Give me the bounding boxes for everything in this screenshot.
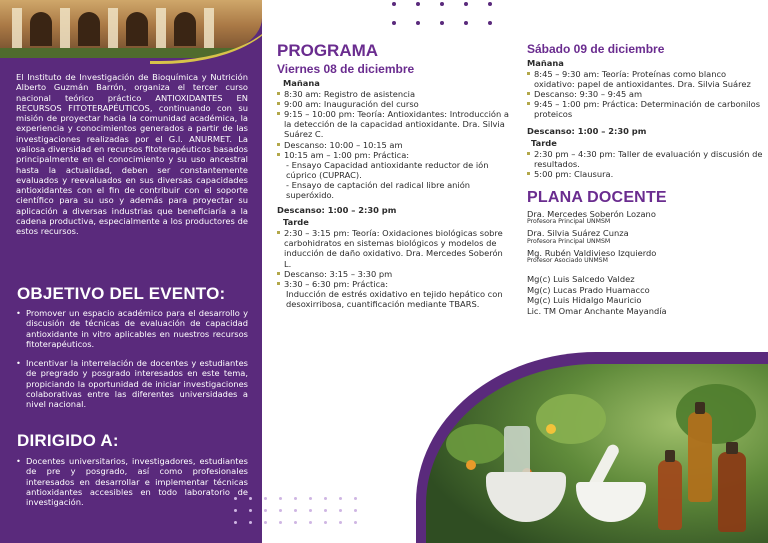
- objective-list: [16, 308, 248, 419]
- faculty-role: Profesora Principal UNMSM: [527, 218, 611, 226]
- audience-heading: DIRIGIDO A:: [17, 431, 119, 450]
- faculty-role: Profesor Asociado UNMSM: [527, 257, 608, 265]
- schedule-item: 9:45 – 1:00 pm: Práctica: Determinación de carbonilos proteicos: [527, 99, 763, 119]
- saturday-morning-list: [527, 69, 763, 120]
- schedule-item: 3:30 – 6:30 pm: Práctica: Inducción de estrés oxidativo en tejido hepático con desoxirribosa, cuantificación mediante TBARS.: [277, 279, 509, 309]
- staff-name: Mg(c) Luis Salcedo Valdez: [527, 273, 635, 284]
- faculty-name: Dra. Mercedes Soberón Lozano: [527, 208, 656, 219]
- objective-item: • Promover un espacio académico para el desarrollo y discusión de técnicas de evaluación de capacidad antioxidante in vitro aplicables en nuestros recursos fitoterapéuticos.: [16, 308, 248, 349]
- institute-building-photo: [0, 0, 262, 58]
- friday-morning-list: [277, 89, 509, 200]
- schedule-item: Descanso: 10:00 – 10:15 am: [277, 140, 509, 150]
- friday-lunch-break: Descanso: 1:00 – 2:30 pm: [277, 205, 397, 216]
- program-title: PROGRAMA: [277, 41, 379, 60]
- staff-name: Lic. TM Omar Anchante Mayandía: [527, 306, 667, 317]
- support-staff-list: [527, 274, 763, 317]
- top-dot-pattern: [392, 2, 532, 28]
- schedule-item: 2:30 pm – 4:30 pm: Taller de evaluación y discusión de resultados.: [527, 149, 763, 169]
- program-column: [277, 42, 509, 309]
- saturday-afternoon-list: [527, 149, 763, 179]
- schedule-detail: - Ensayo Capacidad antioxidante reductor de ión cúprico (CUPRAC).: [286, 159, 489, 180]
- faculty-name: Dra. Silvia Suárez Cunza: [527, 228, 629, 239]
- saturday-column: [527, 42, 763, 317]
- schedule-item: 9:15 – 10:00 pm: Teoría: Antioxidantes: Introducción a la detección de la capacidad antioxidante. Dra. Silvia Suárez C.: [277, 109, 509, 139]
- intro-paragraph: El Instituto de Investigación de Bioquímica y Nutrición Alberto Guzmán Barrón, organiza el tercer curso nacional teórico práctico ANTIOXIDANTES EN RECURSOS FITOTERAPÉUTICOS, continuando con su misión de proyectar hacia la comunidad académica, la experiencia y conocimientos generados a partir de las investigaciones realizadas por el G.I. ANURMET. La valiosa diversidad en recursos fitoterapéuticos basados principalmente en el conocimiento y su uso ancestral hasta la actualidad, deben ser constantemente evaluados y reevaluados en sus diversas capacidades antioxidantes con el fin de contribuir con el soporte científico para su uso y además para proyectar su aplicación a diversas industrias que beneficiaría a la cadena productiva, especialmente a los productores de estos recursos.: [16, 72, 248, 237]
- schedule-item: 8:45 – 9:30 am: Teoría: Proteínas como blanco oxidativo: papel de antioxidantes. Dra. Silvia Suárez: [527, 69, 763, 89]
- schedule-detail: Inducción de estrés oxidativo en tejido hepático con desoxirribosa, cuantificación mediante TBARS.: [286, 288, 503, 309]
- faculty-role: Profesora Principal UNMSM: [527, 237, 611, 245]
- staff-name: Mg(c) Lucas Prado Huamacco: [527, 284, 650, 295]
- saturday-title: Sábado 09 de diciembre: [527, 42, 665, 56]
- saturday-afternoon-label: Tarde: [531, 137, 557, 148]
- schedule-detail: - Ensayo de captación del radical libre anión superóxido.: [286, 179, 471, 201]
- faculty-heading: PLANA DOCENTE: [527, 188, 667, 206]
- herbal-remedies-photo: [426, 364, 768, 543]
- dot-pattern: [234, 497, 357, 524]
- friday-morning-label: Mañana: [283, 78, 320, 88]
- friday-afternoon-label: Tarde: [283, 217, 309, 228]
- saturday-lunch-break: Descanso: 1:00 – 2:30 pm: [527, 125, 647, 136]
- schedule-item: 2:30 – 3:15 pm: Teoría: Oxidaciones biológicas sobre carbohidratos en sistemas biológicos y modelos de inducción de daño oxidativo. Dra. Mercedes Soberón L.: [277, 228, 509, 268]
- faculty-name: Mg. Rubén Valdivieso Izquierdo: [527, 247, 657, 258]
- objective-heading: OBJETIVO DEL EVENTO:: [17, 284, 226, 303]
- staff-name: Mg(c) Luis Hidalgo Mauricio: [527, 295, 642, 306]
- schedule-item: Descanso: 3:15 – 3:30 pm: [277, 269, 509, 279]
- objective-item: • Incentivar la interrelación de docentes y estudiantes de pregrado y posgrado interesados en este tema, propiciando la oportunidad de iniciar investigaciones colaborativas entre las diferentes universidades a nivel nacional.: [16, 358, 248, 409]
- left-panel: [0, 0, 262, 543]
- friday-afternoon-list: [277, 228, 509, 309]
- schedule-item: 8:30 am: Registro de asistencia: [277, 89, 509, 99]
- audience-item: • Docentes universitarios, investigadores, estudiantes de pre y posgrado, así como profesionales interesados en desarrollar e implementar técnicas antioxidantes accesibles en todo laboratorio de investigación.: [16, 456, 248, 507]
- schedule-item: 10:15 am – 1:00 pm: Práctica: - Ensayo Capacidad antioxidante reductor de ión cúprico (CUPRAC). - Ensayo de captación del radical libre anión superóxido.: [277, 150, 509, 201]
- schedule-item: 5:00 pm: Clausura.: [527, 169, 763, 179]
- herbal-remedies-photo-frame: [416, 352, 768, 543]
- schedule-item: Descanso: 9:30 – 9:45 am: [527, 89, 763, 99]
- saturday-morning-label: Mañana: [527, 58, 564, 68]
- friday-title: Viernes 08 de diciembre: [277, 62, 415, 76]
- schedule-item: 9:00 am: Inauguración del curso: [277, 99, 509, 109]
- audience-list: [16, 456, 248, 516]
